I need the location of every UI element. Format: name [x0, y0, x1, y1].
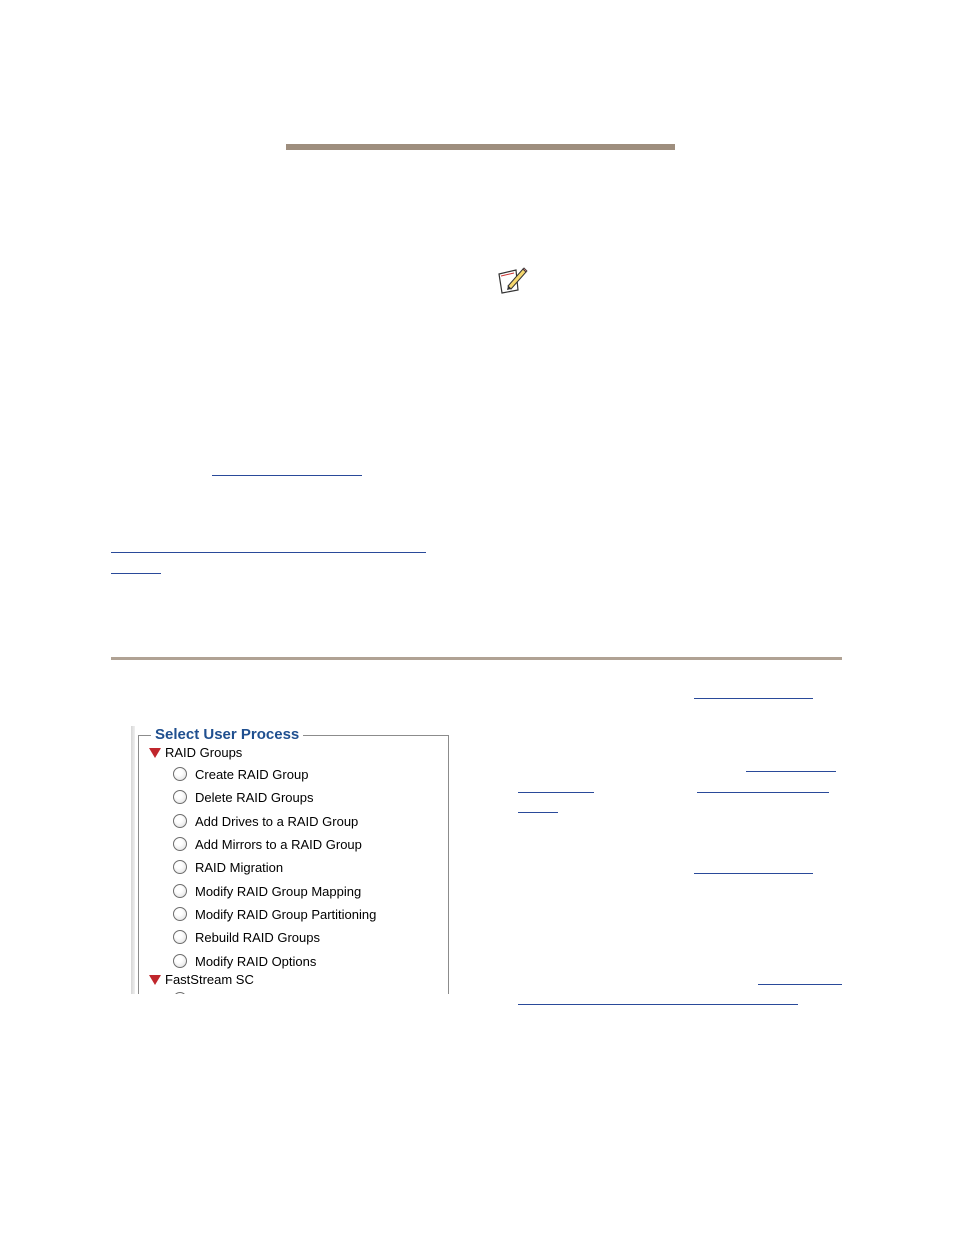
option-label: Modify RAID Group Mapping [195, 884, 362, 899]
radio-icon[interactable] [173, 790, 187, 804]
option-label: Add Drives to a RAID Group [195, 814, 359, 829]
panel-shadow [131, 726, 135, 994]
panel-legend: Select User Process [151, 726, 303, 744]
radio-icon[interactable] [173, 814, 187, 828]
link[interactable] [111, 552, 426, 553]
link[interactable] [518, 812, 558, 813]
option-delete-raid-groups[interactable] [173, 790, 314, 806]
link[interactable] [518, 792, 594, 793]
radio-icon[interactable] [173, 767, 187, 781]
link[interactable] [212, 475, 362, 476]
link[interactable] [758, 984, 842, 985]
triangle-down-icon[interactable] [149, 975, 161, 985]
section-divider [111, 657, 842, 660]
link[interactable] [518, 1004, 798, 1005]
option-add-mirrors[interactable] [173, 837, 362, 853]
option-add-drives[interactable] [173, 814, 358, 830]
option-rebuild-raid-groups[interactable] [173, 930, 320, 946]
title-rule [286, 144, 675, 150]
option-modify-raid-options[interactable] [173, 954, 316, 970]
link[interactable] [746, 771, 836, 772]
radio-icon[interactable] [173, 860, 187, 874]
select-user-process-panel [131, 726, 451, 994]
option-label: Rebuild RAID Groups [195, 930, 320, 945]
option-create-raid-group[interactable] [173, 767, 308, 783]
group-raid-groups[interactable] [149, 745, 242, 761]
option-raid-migration[interactable] [173, 860, 283, 876]
link[interactable] [694, 698, 813, 699]
note-pencil-icon [496, 266, 530, 296]
option-label: RAID Migration [195, 860, 284, 875]
triangle-down-icon[interactable] [149, 748, 161, 758]
option-label: Add Mirrors to a RAID Group [195, 837, 362, 852]
radio-icon[interactable] [173, 907, 187, 921]
link[interactable] [111, 573, 161, 574]
group-label: FastStream SC [165, 972, 254, 987]
radio-icon[interactable] [173, 837, 187, 851]
group-faststream-sc[interactable] [149, 972, 254, 988]
radio-icon[interactable] [173, 884, 187, 898]
option-label: Create RAID Group [195, 767, 309, 782]
option-modify-partitioning[interactable] [173, 907, 376, 923]
option-modify-mapping[interactable] [173, 884, 361, 900]
link[interactable] [694, 873, 813, 874]
radio-icon[interactable] [173, 992, 187, 994]
option-label: Delete RAID Groups [195, 790, 314, 805]
option-label: Modify RAID Options [195, 954, 317, 969]
radio-icon[interactable] [173, 954, 187, 968]
link[interactable] [697, 792, 829, 793]
option-label: Modify RAID Group Partitioning [195, 907, 377, 922]
radio-icon[interactable] [173, 930, 187, 944]
group-label: RAID Groups [165, 745, 243, 760]
